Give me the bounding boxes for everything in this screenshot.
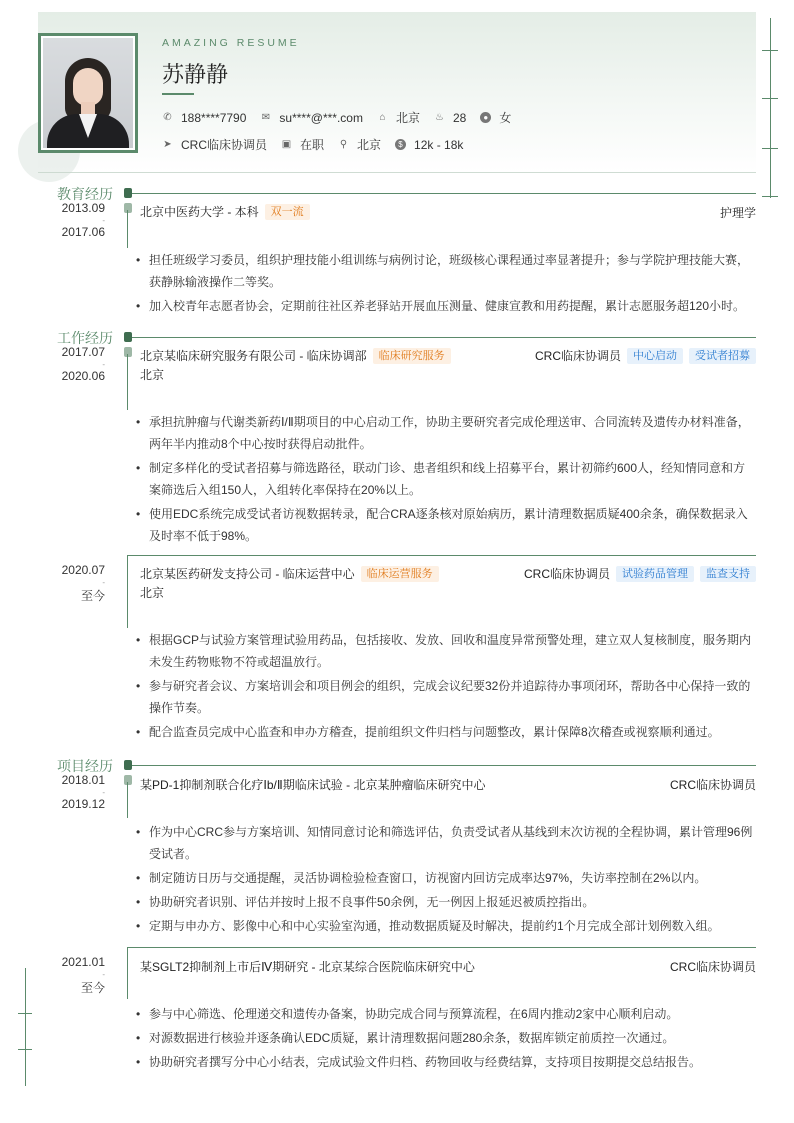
section-divider [126,765,756,766]
role-title: CRC临床协调员 [524,567,610,581]
work-bullets [136,629,756,745]
entry-marker [124,203,132,213]
age-item [434,111,466,125]
right-rail-tick [762,50,778,51]
major: 护理学 [719,206,756,220]
status-value: 在职 [300,138,325,152]
role-tag: 受试者招募 [689,348,756,364]
entry-divider [128,947,756,948]
entry-start-date: 2020.07 [61,563,105,577]
list-item: • 承担抗肿瘤与代谢类新药Ⅰ/Ⅱ期项目的中心启动工作，协助主要研究者完成伦理送审、合同流转及遗传办材料准备，两年半内推动8个中心按时获得启动批件。 [136,411,756,455]
entry-divider [128,555,756,556]
entry-start-date: 2021.01 [61,955,105,969]
industry-tag: 临床研究服务 [373,348,451,364]
city-item [377,109,420,126]
section-title-education: 教育经历 [57,186,113,202]
candidate-name: 苏静静 [162,63,229,88]
entry-start-date: 2018.01 [61,773,105,787]
company-title [140,347,451,364]
company-name: 北京某医药研发支持公司 - 临床运营中心 [140,567,355,581]
list-item: • 定期与申办方、影像中心和中心实验室沟通，推动数据质疑及时解决，提前约1个月完成全部计划例数入组。 [136,915,756,937]
industry-tag: 临床运营服务 [361,566,439,582]
location-item [338,136,381,153]
list-item: • 作为中心CRC参与方案培训、知情同意讨论和筛选评估，负责受试者从基线到末次访视的全程协调，累计管理96例受试者。 [136,821,756,865]
list-item: • 参与中心筛选、伦理递交和遗传办备案，协助完成合同与预算流程，在6周内推动2家中心顺利启动。 [136,1003,756,1025]
right-rail-line [770,18,771,198]
section-divider [126,337,756,338]
date-dash: - [102,788,105,797]
company-name: 北京某临床研究服务有限公司 - 临床协调部 [140,349,367,363]
section-marker [124,188,132,198]
list-item: • 参与研究者会议、方案培训会和项目例会的组织，完成会议纪要32份并追踪待办事项闭环，帮助各中心保持一致的操作节奏。 [136,675,756,719]
name-underline [162,93,194,95]
location-pin-icon: ⚲ [339,139,348,150]
project-bullets [136,1003,756,1075]
job-target-item [162,136,267,153]
entry-connector [127,555,128,628]
list-item: • 使用EDC系统完成受试者访视数据转录，配合CRA逐条核对原始病历，累计清理数据质疑400余条，确保数据录入及时率不低于98%。 [136,503,756,547]
role-block [535,347,756,364]
age-value: 28 [452,110,467,125]
section-marker [124,760,132,770]
entry-end-date: 2017.06 [61,225,105,239]
list-item: • 协助研究者识别、评估并按时上报不良事件50余例，无一例因上报延迟被质控指出。 [136,891,756,913]
status-item [281,136,324,153]
salary-value: 12k - 18k [414,137,464,152]
list-item: • 根据GCP与试验方案管理试验用药品，包括接收、发放、回收和温度异常预警处理，建立双人复核制度，服务期内未发生药物账物不符或超温放行。 [136,629,756,673]
role-block [524,565,756,582]
date-dash: - [102,578,105,587]
list-item: • 协助研究者撰写分中心小结表，完成试验文件归档、药物回收与经费结算，支持项目按期提交总结报告。 [136,1051,756,1073]
gender-item [480,109,511,126]
email-item [260,111,363,125]
entry-connector [127,947,128,999]
send-icon: ➤ [163,139,172,150]
phone-value: 188****7790 [181,110,247,125]
mail-icon: ✉ [261,112,271,123]
project-title: 某PD-1抑制剂联合化疗Ⅰb/Ⅱ期临床试验 - 北京某肿瘤临床研究中心 [140,778,486,792]
date-dash: - [102,360,105,369]
section-divider [126,193,756,194]
entry-marker [124,347,132,357]
location-value: 北京 [357,138,382,152]
entry-connector [127,782,128,818]
phone-item [162,111,246,125]
gender-value: 女 [499,111,512,125]
entry-start-date: 2013.09 [61,201,105,215]
school-title [140,203,310,220]
section-title-projects: 项目经历 [57,758,113,774]
left-rail-tick [18,1049,32,1050]
section-title-work: 工作经历 [57,330,113,346]
list-item: • 制定随访日历与交通提醒，灵活协调检验检查窗口，访视窗内回访完成率达97%，失访率控制在2%以内。 [136,867,756,889]
project-title: 某SGLT2抑制剂上市后Ⅳ期研究 - 北京某综合医院临床研究中心 [140,960,475,974]
job-target-value: CRC临床协调员 [181,138,267,152]
list-item: • 制定多样化的受试者招募与筛选路径，联动门诊、患者组织和线上招募平台，累计初筛约600人，经知情同意和方案筛选后入组150人，入组转化率保持在20%以上。 [136,457,756,501]
date-dash: - [102,970,105,979]
role-tag: 试验药品管理 [616,566,694,582]
salary-item [395,138,463,152]
entry-connector [127,354,128,410]
list-item: • 担任班级学习委员，组织护理技能小组训练与病例讨论，班级核心课程通过率显著提升；参与学院护理技能大赛，获静脉输液操作二等奖。 [136,249,756,293]
phone-icon: ✆ [163,112,172,123]
right-rail-tick [762,148,778,149]
date-dash: - [102,216,105,225]
entry-end-date: 至今 [80,589,105,603]
entry-end-date: 2020.06 [61,369,105,383]
email-value: su****@***.com [279,110,363,125]
project-role: CRC临床协调员 [670,960,756,974]
entry-end-date: 至今 [80,981,105,995]
entry-marker [124,775,132,785]
right-rail-tick [762,196,778,197]
profile-photo [38,33,138,153]
education-bullets [136,249,756,319]
home-icon: ⌂ [379,112,386,123]
section-marker [124,332,132,342]
list-item: • 配合监查员完成中心监查和申办方稽查，提前组织文件归档与问题整改，累计保障8次稽查或视察顺利通过。 [136,721,756,743]
entry-connector [127,210,128,248]
project-bullets [136,821,756,939]
city-value: 北京 [395,111,420,125]
contact-row [162,109,525,126]
company-title [140,565,439,582]
gender-icon: ● [480,112,491,123]
role-title: CRC临床协调员 [535,349,621,363]
brand-title: AMAZING RESUME [162,37,300,49]
cake-icon: ♨ [435,112,444,123]
entry-start-date: 2017.07 [61,345,105,359]
company-city: 北京 [140,368,165,382]
school-name: 北京中医药大学 - 本科 [140,205,259,219]
role-tag: 监查支持 [700,566,756,582]
school-tag: 双一流 [265,204,310,220]
left-rail-line [25,968,26,1086]
list-item: • 对源数据进行核验并逐条确认EDC质疑，累计清理数据问题280余条，数据库锁定前质控一次通过。 [136,1027,756,1049]
right-rail-tick [762,98,778,99]
role-tag: 中心启动 [627,348,683,364]
entry-end-date: 2019.12 [61,797,105,811]
work-bullets [136,411,756,549]
avatar [43,38,133,148]
list-item: • 加入校青年志愿者协会，定期前往社区养老驿站开展血压测量、健康宣教和用药提醒，累计志愿服务超120小时。 [136,295,756,317]
company-city: 北京 [140,586,165,600]
briefcase-icon: ▣ [281,139,292,150]
project-role: CRC临床协调员 [670,778,756,792]
job-intent-row [162,136,477,153]
resume-header [38,12,756,173]
dollar-icon: $ [395,139,406,150]
left-rail-tick [18,1013,32,1014]
